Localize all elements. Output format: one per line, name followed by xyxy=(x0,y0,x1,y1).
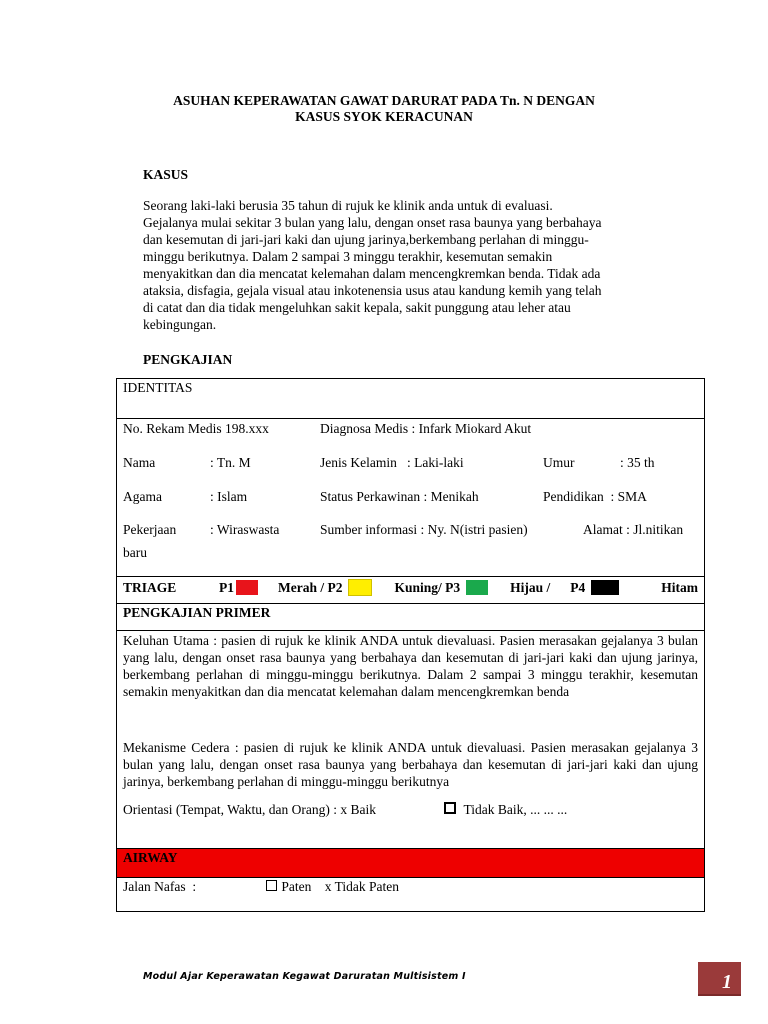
page-number-underline xyxy=(698,994,741,996)
black-swatch xyxy=(591,580,619,595)
pekerjaan-label: Pekerjaan xyxy=(123,522,177,537)
kasus-line: Seorang laki-laki berusia 35 tahun di rujuk ke klinik anda untuk di evaluasi. xyxy=(143,198,553,213)
primer-content-row xyxy=(117,631,705,849)
identitas-header-row xyxy=(117,379,705,419)
paten-label: Paten xyxy=(281,879,312,894)
page-number: 1 xyxy=(722,971,732,993)
triage-hitam-label: Hitam xyxy=(661,579,698,595)
red-swatch xyxy=(236,580,258,595)
assessment-table xyxy=(116,378,705,912)
jenis-kelamin: Jenis Kelamin : Laki-laki xyxy=(320,455,464,470)
umur-label: Umur xyxy=(543,455,575,470)
umur-value: : 35 th xyxy=(620,455,655,470)
triage-merah-p2-label: Merah / P2 xyxy=(278,579,343,595)
title-line-2: KASUS SYOK KERACUNAN xyxy=(295,109,473,124)
kasus-line: dan kesemutan di jari-jari kaki dan ujung jarinya,berkembang perlahan di minggu- xyxy=(143,232,589,247)
rekam-medis: No. Rekam Medis 198.xxx xyxy=(123,421,269,436)
alamat: Alamat : Jl.nitikan xyxy=(583,522,684,537)
airway-header-row xyxy=(117,849,705,878)
identitas-header: IDENTITAS xyxy=(117,379,705,419)
tidak-baik-label: Tidak Baik, ... ... ... xyxy=(463,802,568,817)
identitas-row-2 xyxy=(123,455,698,489)
agama-label: Agama xyxy=(123,489,162,504)
airway-content-row xyxy=(117,878,705,912)
kasus-line: ataksia, disfagia, gejala visual atau inkotenensia usus atau kandung kemih yang telah xyxy=(143,283,602,298)
orientasi-label: Orientasi (Tempat, Waktu, dan Orang) : x Baik xyxy=(123,802,377,817)
tidak-baik-checkbox xyxy=(444,802,456,814)
paten-checkbox xyxy=(266,880,277,891)
green-swatch xyxy=(466,580,488,595)
primer-header-row xyxy=(117,604,705,631)
footer-module-text: Modul Ajar Keperawatan Kegawat Daruratan Multisistem I xyxy=(143,971,466,982)
nama-label: Nama xyxy=(123,455,156,470)
identitas-row-4 xyxy=(123,522,698,541)
status-perkawinan: Status Perkawinan : Menikah xyxy=(320,489,479,504)
identitas-row-1 xyxy=(123,421,698,455)
identitas-row-3 xyxy=(123,489,698,522)
keluhan-utama: Keluhan Utama : pasien di rujuk ke klinik ANDA untuk dievaluasi. Pasien merasakan gejalanya 3 bulan yang lalu, dengan onset rasa baunya yang berbahaya dan kesemutan di jari-jari kaki dan ujung jarinya, berkembang perlahan di minggu-minggu berikutnya. Dalam 2 sampai 3 minggu terakhir, kesemutan semakin menyakitkan dan dia mencatat kelemahan dalam mencengkremkan benda xyxy=(123,633,698,699)
mekanisme-cedera: Mekanisme Cedera : pasien di rujuk ke klinik ANDA untuk dievaluasi. Pasien merasakan gejalanya 3 bulan yang lalu, dengan onset rasa baunya yang berbahaya dan kesemutan di jari-jari kaki dan ujung jarinya, berkembang perlahan di minggu-minggu berikutnya xyxy=(123,740,698,789)
document-title xyxy=(0,93,768,125)
diagnosa-medis: Diagnosa Medis : Infark Miokard Akut xyxy=(320,421,532,436)
triage-content xyxy=(123,579,698,596)
kasus-line: menyakitkan dan dia mencatat kelemahan dalam mencengkremkan benda. Tidak ada xyxy=(143,266,601,281)
page-number-box xyxy=(698,962,741,996)
triage-row xyxy=(117,577,705,604)
pendidikan: Pendidikan : SMA xyxy=(543,489,647,504)
triage-hijau-label: Hijau / xyxy=(510,579,551,595)
triage-label: TRIAGE xyxy=(123,579,177,595)
triage-p1-label: P1 xyxy=(219,579,234,595)
kasus-line: di catat dan dia tidak mengeluhkan sakit kepala, sakit punggung atau leher atau xyxy=(143,300,571,315)
pengkajian-heading: PENGKAJIAN xyxy=(143,352,233,367)
agama-value: : Islam xyxy=(210,489,248,504)
triage-p4-label: P4 xyxy=(570,579,586,595)
kasus-line: minggu berikutnya. Dalam 2 sampai 3 minggu terakhir, kesemutan semakin xyxy=(143,249,553,264)
kasus-line: kebingungan. xyxy=(143,317,217,332)
pekerjaan-value: : Wiraswasta xyxy=(210,522,280,537)
tidak-paten-label: x Tidak Paten xyxy=(324,879,400,894)
sumber-informasi: Sumber informasi : Ny. N(istri pasien) xyxy=(320,522,528,537)
title-line-1: ASUHAN KEPERAWATAN GAWAT DARURAT PADA Tn. N DENGAN xyxy=(173,93,595,108)
alamat-continued: baru xyxy=(123,545,147,560)
yellow-swatch xyxy=(348,579,372,596)
kasus-text xyxy=(143,197,663,333)
nama-value: : Tn. M xyxy=(210,455,251,470)
kasus-heading: KASUS xyxy=(143,167,189,182)
kasus-line: Gejalanya mulai sekitar 3 bulan yang lalu, dengan onset rasa baunya yang berbahaya xyxy=(143,215,602,230)
triage-kuning-p3-label: Kuning/ P3 xyxy=(394,579,461,595)
jalan-nafas-label: Jalan Nafas : xyxy=(123,879,197,894)
primer-header: PENGKAJIAN PRIMER xyxy=(117,604,705,631)
orientasi-row xyxy=(123,802,698,818)
identitas-details-row xyxy=(117,419,705,577)
airway-header: AIRWAY xyxy=(117,849,705,878)
